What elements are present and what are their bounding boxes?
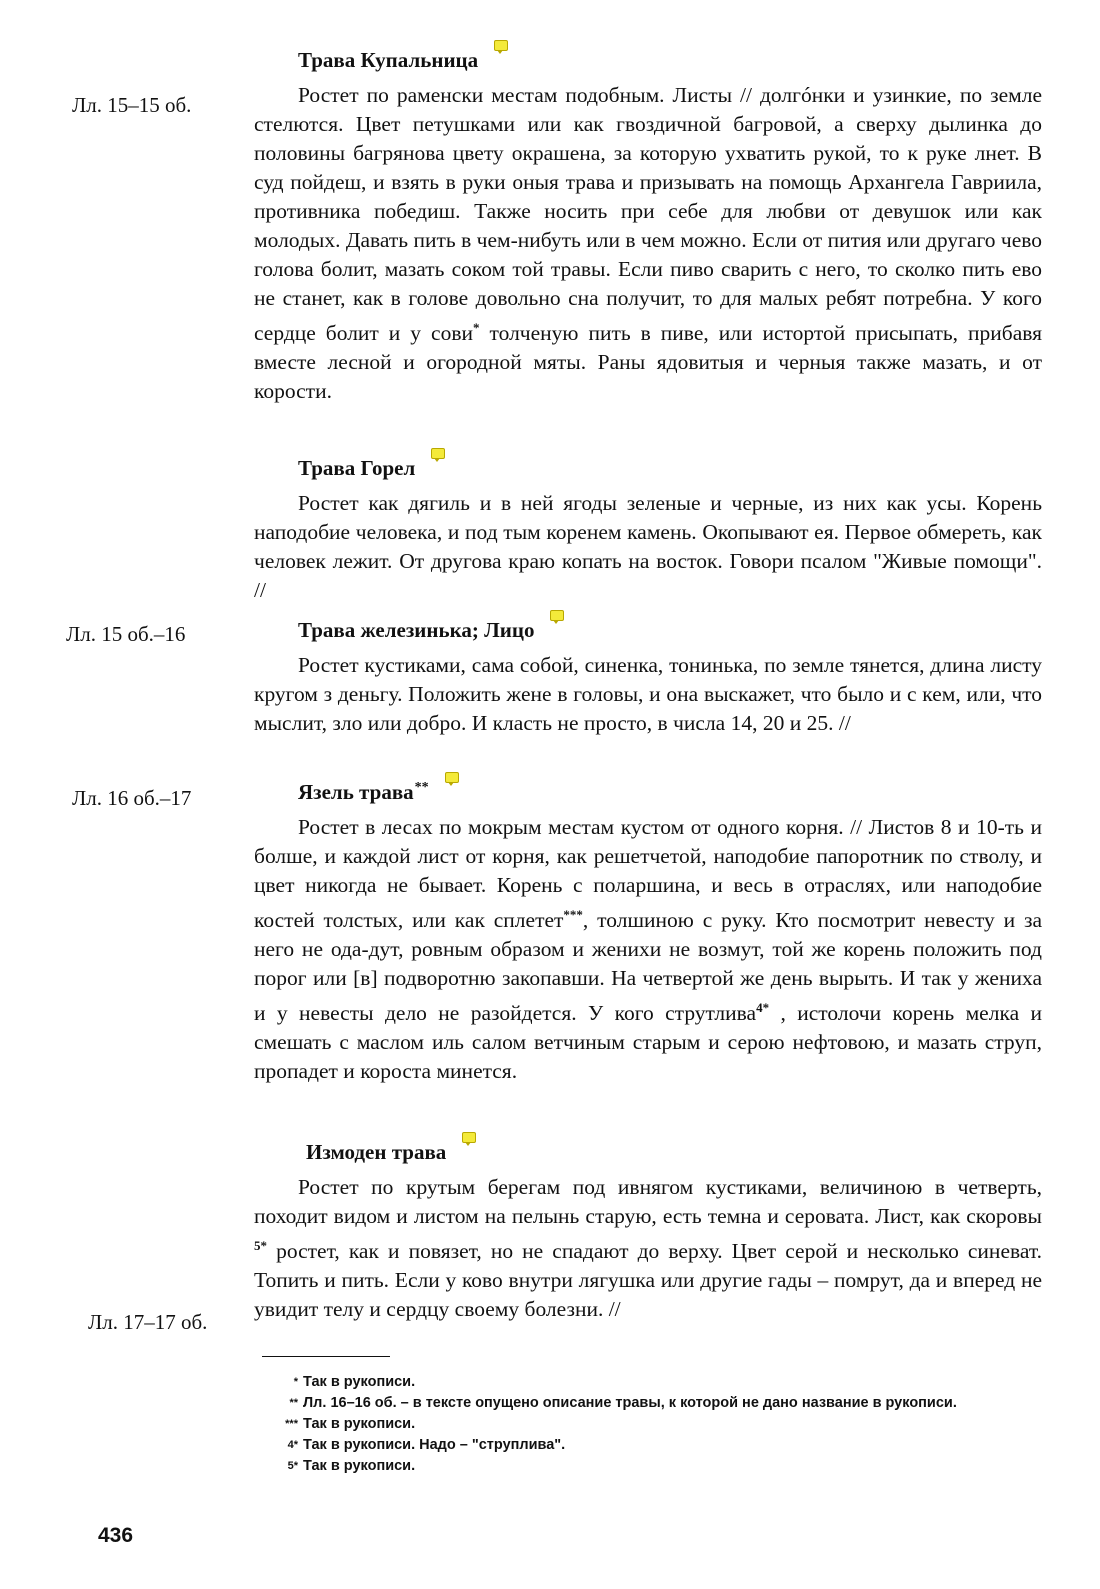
entry-title: Язель трава **	[298, 780, 1042, 805]
entry-kupalnitsa	[254, 48, 1042, 406]
entry-text: Ростет кустиками, сама собой, синенка, тонинька, по земле тянется, длина листу кругом з деньгу. Положить жене в головы, и она выскажет, что было и с кем, или, что мыслит, зло или добро. И класть не просто, в числа 14, 20 и 25. //	[254, 653, 1042, 735]
entry-title: Трава Горел	[298, 456, 1042, 481]
entry-text: Ростет как дягиль и в ней ягоды зеленые и черные, из них как усы. Корень наподобие человека, и под тым коренем камень. Окопывают ея. Первое обмереть, как человек лежит. От другова краю копать на восток. Говори псалом "Живые помощи". //	[254, 491, 1042, 602]
entry-yazel	[254, 780, 1042, 1086]
entry-gorel	[254, 456, 1042, 605]
comment-note-icon[interactable]	[462, 1132, 476, 1143]
footnote-divider	[262, 1356, 390, 1357]
page-number: 436	[98, 1524, 134, 1547]
entry-text: Ростет в лесах по мокрым местам кустом от одного корня. // Листов 8 и 10-ть и болше, и каждой лист от корня, как решетчетой, наподобие папоротник по стволу, и цвет никогда не бывает. Корень с поларшина, и весь в отраслях, или наподобие костей толстых, или как сплетет***, толшиною с руку. Кто посмотрит невесту и за него не ода-дут, ровным образом и женихи не возмут, той же корень положить под порог или [в] подворотню закопавши. На четвертой же день вырыть. И так у жениха и у невесты дело не разойдется. У кого струтлива$^{4*}$ , истолочи корень мелка и смешать с маслом иль салом ветчиным старым и серою нефтовою, и мазать струп, пропадет и короста минется.	[254, 815, 1043, 1084]
entry-title: Трава Купальница	[298, 48, 1042, 73]
footnote: 4* Так в рукописи. Надо – "струплива".	[287, 1437, 566, 1453]
entry-text: Ростет по раменски местам подобным. Листы // долгóнки и узинкие, по земле стелются. Цвет петушками или как гвоздичной багровой, а сверху дылинка до половины багрянова цвету окрашена, за которую ухватить рукой, то к руке лнет. В суд пойдеш, и взять в руки оныя трава и призывать на помощь Архангела Гавриила, противника победиш. Также носить при себе для любви от девушок или как молодых. Давать пить в чем-нибуть или в чем можно. Если от пития или другаго чево голова болит, мазать соком той травы. Если пиво сварить с него, то сколко пить ево не станет, как в голове довольно сна получит, то для малых ребят потребна. У кого сердце болит и у сови* толченую пить в пиве, или истортой присыпать, прибавя вместе лесной и огородной мяты. Раны ядовитыя и черныя также мазать, и от корости.	[254, 83, 1043, 404]
footnote: ** Лл. 16–16 об. – в тексте опущено описание травы, к которой не дано название в рукописи.	[289, 1395, 957, 1411]
margin-ref-4: Лл. 17–17 об.	[88, 1310, 208, 1334]
comment-note-icon[interactable]	[445, 772, 459, 783]
footnote: *** Так в рукописи.	[285, 1416, 416, 1432]
footnote: * Так в рукописи.	[293, 1374, 416, 1390]
footnotes	[272, 1372, 1052, 1477]
comment-note-icon[interactable]	[431, 448, 445, 459]
margin-ref-1: Лл. 15–15 об.	[72, 93, 192, 117]
entry-title: Трава железинька; Лицо	[298, 618, 1042, 643]
footnote: 5* Так в рукописи.	[287, 1458, 416, 1474]
comment-note-icon[interactable]	[550, 610, 564, 621]
comment-note-icon[interactable]	[494, 40, 508, 51]
margin-ref-3: Лл. 16 об.–17	[72, 786, 192, 810]
margin-ref-2: Лл. 15 об.–16	[66, 622, 186, 646]
entry-zhelezinka	[254, 618, 1042, 738]
entry-izmoden	[254, 1140, 1042, 1324]
entry-title: Измоден трава	[306, 1140, 1042, 1165]
entry-text: Ростет по крутым берегам под ивнягом кустиками, величиною в четверть, походит видом и листом на пелынь старую, есть темна и серовата. Лист, как скоровы $^{5*}$ ростет, как и повязет, но не спадают до верху. Цвет серой и несколько синеват. Топить и пить. Если у ково внутри лягушка или другие гады – помрут, да и вперед не увидит телу и сердцу своему болезни. //	[254, 1175, 1042, 1322]
